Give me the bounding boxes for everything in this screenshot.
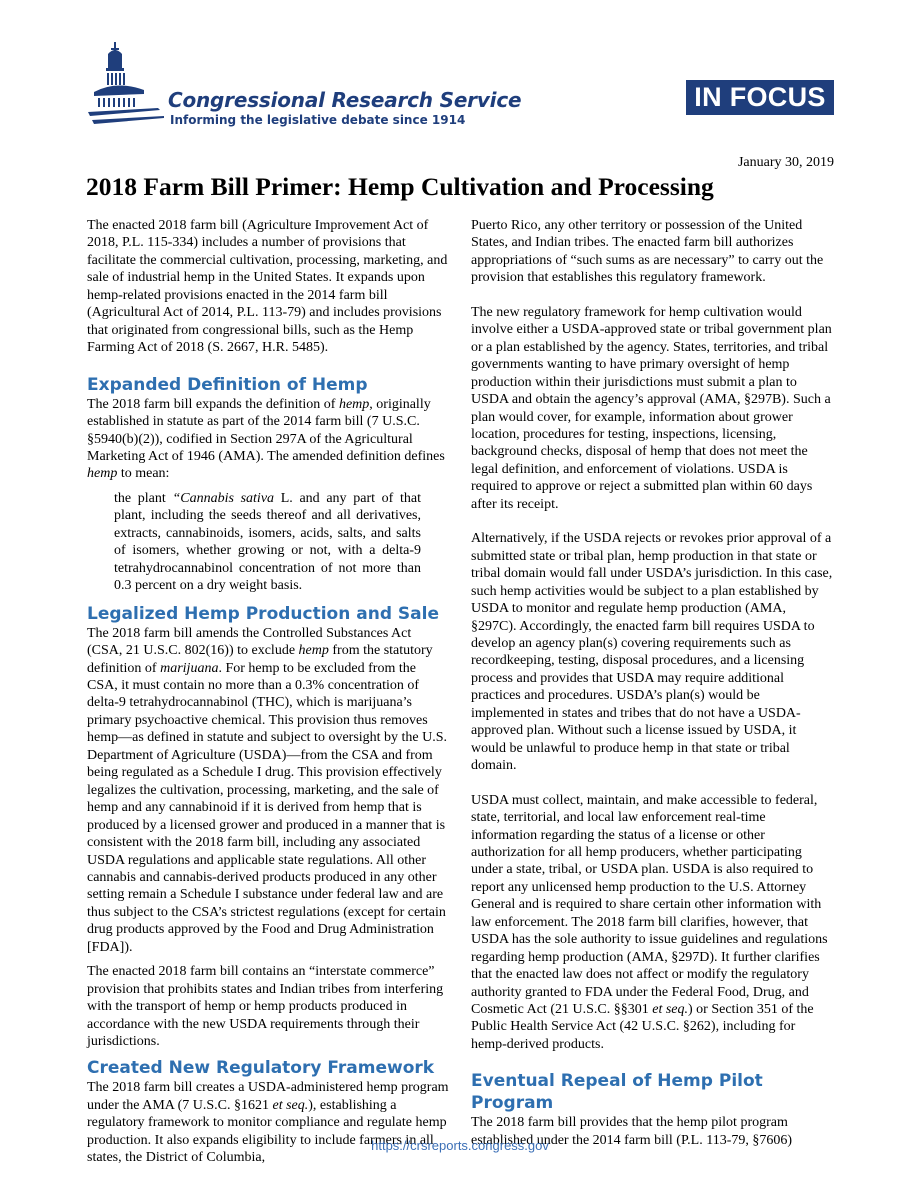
left-column (87, 217, 449, 1174)
framework-paragraph: The 2018 farm bill creates a USDA-administered hemp program under the AMA (7 U.S.C. §1621 et seq.), establishing a regulatory framework to monitor compliance and regulate hemp production. It also expands eligibility to include farmers in all states, the District of Columbia, (87, 1080, 449, 1166)
framework-detail-paragraph: The new regulatory framework for hemp cultivation would involve either a USDA-approved state or tribal government plan or a plan established by the agency. States, territories, and tribal governments wanting to have primary oversight of hemp production within their jurisdictions must submit a plan to USDA and obtain the agency’s approval (AMA, §297B). Such a plan would cover, for example, information about grower location, procedures for testing, inspections, licensing, background checks, disposal of hemp that does not meet the legal definition, and enforcement of violations. USDA is required to approve or reject a submitted plan within 60 days after its receipt. (471, 304, 832, 512)
section-heading-legalized: Legalized Hemp Production and Sale (87, 603, 439, 624)
legalized-paragraph: The 2018 farm bill amends the Controlled Substances Act (CSA, 21 U.S.C. 802(16)) to exclude hemp from the statutory definition of marijuana. For hemp to be excluded from the CSA, it must contain no more than a 0.3% concentration of delta-9 tetrahydrocannabinol (THC), which is marijuana’s primary psychoactive chemical. This provision thus removes hemp—as defined in statute and subject to oversight by the U.S. Department of Agriculture (USDA)—from the CSA and from being regulated as a Schedule I drug. This provision effectively legalizes the cultivation, processing, marketing, and the sale of hemp and any cannabinoid if it is derived from hemp that is produced by a licensed grower and produced in a manner that is consistent with the 2018 farm bill, including any associated USDA regulations and applicable state regulations. All other cannabis and cannabis-derived products produced in any other setting remain a Schedule I substance under federal law and are thus subject to the CSA’s strictest regulations (except for certain drug products approved by the Food and Drug Administration [FDA]). (87, 625, 448, 955)
document-title: 2018 Farm Bill Primer: Hemp Cultivation and Processing (86, 172, 714, 201)
definition-paragraph: The 2018 farm bill expands the definition of hemp, originally established in statute as part of the 2014 farm bill (7 U.S.C. §5940(b)(2)), codified in Section 297A of the Agricultural Marketing Act of 1946 (AMA). The amended definition defines hemp to mean: (87, 396, 445, 482)
section-heading-definition: Expanded Definition of Hemp (87, 374, 368, 395)
usda-information-paragraph: USDA must collect, maintain, and make accessible to federal, state, territorial, and local law enforcement real-time information regarding the status of a license or other authorization for all hemp producers, whether participating under a state, tribal, or USDA plan. USDA is also required to report any unlicensed hemp production to the U.S. Attorney General and is required to share certain other information with law enforcement. The 2018 farm bill clarifies, however, that USDA has the sole authority to issue guidelines and regulations regarding hemp production (AMA, §297D). It further clarifies that the enacted law does not affect or modify the regulatory authority granted to FDA under the Federal Food, Drug, and Cosmetic Act (21 U.S.C. §§301 et seq.) or Section 351 of the Public Health Service Act (42 U.S.C. §262), including for hemp-derived products. (471, 792, 828, 1052)
footer-url[interactable]: https://crsreports.congress.gov (371, 1138, 549, 1153)
org-name: Congressional Research Service (168, 88, 522, 112)
hemp-definition-quote: the plant “Cannabis sativa L. and any part of that plant, including the seeds thereof and all derivatives, extracts, cannabinoids, isomers, acids, salts, and salts of isomers, whether growing or not, with a delta-9 tetrahydrocannabinol concentration of not more than 0.3 percent on a dry weight basis. (114, 490, 421, 594)
pilot-paragraph: The 2018 farm bill provides that the hemp pilot program established under the 2014 farm bill (P.L. 113-79, §7606) (471, 1115, 793, 1148)
section-heading-pilot: Eventual Repeal of Hemp Pilot Program (471, 1071, 763, 1114)
section-heading-framework: Created New Regulatory Framework (87, 1058, 435, 1079)
capitol-dome-icon (86, 40, 166, 132)
interstate-commerce-paragraph: The enacted 2018 farm bill contains an “interstate commerce” provision that prohibits states and Indian tribes from interfering with the transport of hemp or hemp products produced in accordance with the new USDA requirements through their jurisdictions. (87, 964, 444, 1050)
continuation-paragraph: Puerto Rico, any other territory or possession of the United States, and Indian tribes. The enacted farm bill authorizes appropriations of “such sums as are necessary” to carry out the provision that establishes this regulatory framework. (471, 218, 824, 286)
crs-logo (86, 40, 522, 140)
publication-date: January 30, 2019 (737, 155, 834, 170)
org-tagline: Informing the legislative debate since 1914 (170, 113, 466, 127)
alternative-plan-paragraph: Alternatively, if the USDA rejects or revokes prior approval of a submitted state or tribal plan, hemp production in that state or tribal domain would fall under USDA’s jurisdiction. In this case, such hemp activities would be subject to a plan established by USDA to monitor and regulate hemp production (AMA, §297C). Accordingly, the enacted farm bill requires USDA to develop an agency plan(s) covering requirements such as recordkeeping, testing, disposal procedures, and a licensing process and provides that USDA may require additional practices and procedures. USDA’s plan(s) would be implemented in states and tribes that do not have a USDA-approved plan. Without such a license issued by USDA, it would be unlawful to produce hemp in that state or tribal domain. (471, 531, 833, 774)
right-column (471, 217, 833, 1156)
intro-paragraph: The enacted 2018 farm bill (Agriculture Improvement Act of 2018, P.L. 115-334) includes a number of provisions that facilitate the commercial cultivation, processing, marketing, and sale of industrial hemp in the United States. It expands upon hemp-related provisions enacted in the 2014 farm bill (Agricultural Act of 2014, P.L. 113-79) and includes provisions that originated from congressional bills, such as the Hemp Farming Act of 2018 (S. 2667, H.R. 5485). (87, 218, 448, 356)
in-focus-badge: IN FOCUS (686, 80, 834, 115)
